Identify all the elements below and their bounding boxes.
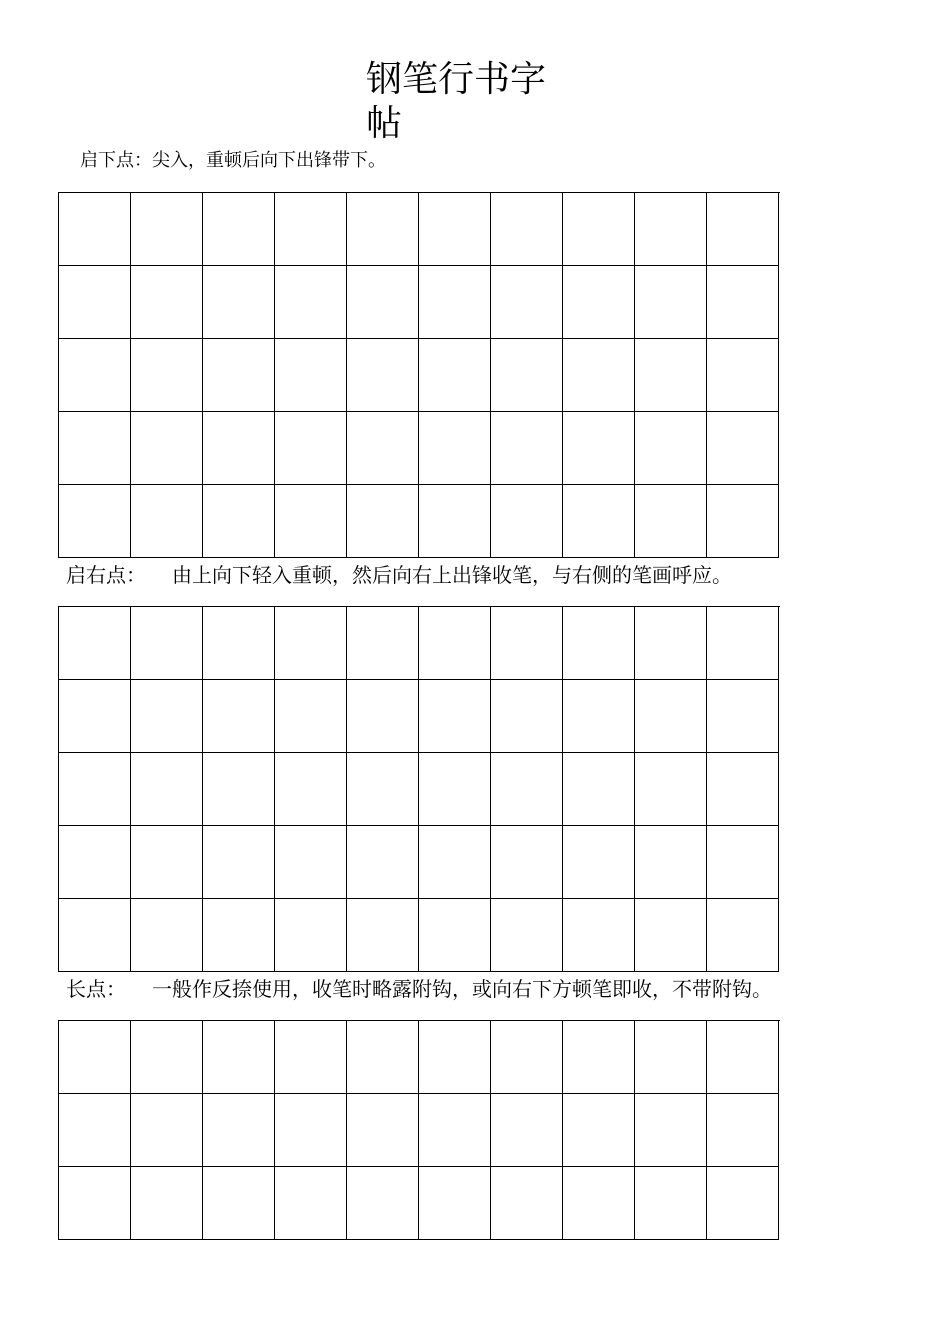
grid-cell	[203, 826, 275, 899]
grid-cell	[275, 339, 347, 412]
grid-cell	[635, 899, 707, 972]
grid-cell	[59, 339, 131, 412]
grid-cell	[491, 412, 563, 485]
grid-cell	[131, 1167, 203, 1240]
grid-cell	[275, 680, 347, 753]
grid-cell	[707, 1094, 779, 1167]
grid-cell	[59, 193, 131, 266]
grid-cell	[419, 1021, 491, 1094]
grid-cell	[203, 899, 275, 972]
grid-cell	[203, 680, 275, 753]
grid-cell	[707, 753, 779, 826]
grid-cell	[203, 1167, 275, 1240]
grid-cell	[347, 1167, 419, 1240]
grid-cell	[563, 607, 635, 680]
practice-grid-3	[58, 1020, 780, 1240]
grid-cell	[347, 412, 419, 485]
grid-cell	[347, 899, 419, 972]
grid-cell	[347, 485, 419, 558]
grid-cell	[707, 680, 779, 753]
grid-cell	[347, 339, 419, 412]
grid-cell	[491, 899, 563, 972]
grid-cell	[563, 826, 635, 899]
grid-cell	[275, 753, 347, 826]
grid-cell	[59, 485, 131, 558]
grid-cell	[491, 1021, 563, 1094]
grid-cell	[491, 485, 563, 558]
grid-cell	[563, 899, 635, 972]
grid-cell	[131, 193, 203, 266]
grid-cell	[419, 339, 491, 412]
grid-cell	[707, 607, 779, 680]
grid-cell	[347, 266, 419, 339]
grid-cell	[491, 339, 563, 412]
grid-cell	[203, 1094, 275, 1167]
grid-cell	[707, 339, 779, 412]
section-caption-1	[80, 149, 386, 173]
stroke-name: 启右点：	[66, 563, 146, 587]
stroke-description: 一般作反捺使用，收笔时略露附钩，或向右下方顿笔即收，不带附钩。	[152, 977, 772, 1001]
page-title: 钢笔行书字帖	[366, 59, 547, 144]
grid-cell	[347, 607, 419, 680]
grid-cell	[59, 266, 131, 339]
grid-cell	[635, 680, 707, 753]
grid-cell	[563, 193, 635, 266]
grid-cell	[635, 412, 707, 485]
grid-cell	[707, 193, 779, 266]
grid-cell	[491, 1167, 563, 1240]
grid-cell	[131, 826, 203, 899]
grid-cell	[419, 826, 491, 899]
stroke-name: 长点：	[66, 977, 126, 1001]
grid-cell	[707, 412, 779, 485]
grid-cell	[635, 1021, 707, 1094]
grid-cell	[419, 266, 491, 339]
grid-cell	[131, 485, 203, 558]
grid-cell	[275, 1021, 347, 1094]
stroke-description: 尖入，重顿后向下出锋带下。	[152, 150, 386, 171]
section-caption-2	[66, 562, 732, 588]
grid-cell	[419, 1167, 491, 1240]
grid-cell	[707, 1021, 779, 1094]
grid-cell	[275, 826, 347, 899]
grid-cell	[59, 826, 131, 899]
grid-cell	[491, 266, 563, 339]
grid-cell	[203, 339, 275, 412]
grid-cell	[419, 680, 491, 753]
grid-cell	[131, 266, 203, 339]
grid-cell	[635, 339, 707, 412]
grid-cell	[131, 1021, 203, 1094]
grid-cell	[203, 753, 275, 826]
grid-cell	[635, 826, 707, 899]
grid-cell	[275, 1094, 347, 1167]
grid-cell	[635, 1094, 707, 1167]
grid-cell	[635, 266, 707, 339]
grid-cell	[491, 680, 563, 753]
grid-cell	[275, 412, 347, 485]
grid-cell	[419, 1094, 491, 1167]
grid-cell	[131, 899, 203, 972]
grid-cell	[419, 899, 491, 972]
grid-cell	[59, 412, 131, 485]
grid-cell	[419, 485, 491, 558]
grid-cell	[635, 193, 707, 266]
grid-cell	[59, 1021, 131, 1094]
grid-cell	[59, 899, 131, 972]
grid-cell	[203, 1021, 275, 1094]
grid-cell	[563, 680, 635, 753]
grid-cell	[59, 753, 131, 826]
grid-cell	[707, 899, 779, 972]
grid-cell	[563, 753, 635, 826]
grid-cell	[491, 193, 563, 266]
grid-cell	[563, 1094, 635, 1167]
grid-cell	[635, 753, 707, 826]
grid-cell	[131, 680, 203, 753]
grid-cell	[419, 412, 491, 485]
practice-grid-1	[58, 192, 780, 558]
grid-cell	[59, 607, 131, 680]
grid-cell	[491, 1094, 563, 1167]
grid-cell	[203, 607, 275, 680]
grid-cell	[59, 1167, 131, 1240]
grid-cell	[563, 485, 635, 558]
grid-cell	[491, 607, 563, 680]
grid-cell	[131, 412, 203, 485]
grid-cell	[635, 607, 707, 680]
grid-cell	[203, 193, 275, 266]
grid-cell	[419, 753, 491, 826]
grid-cell	[419, 193, 491, 266]
grid-cell	[203, 485, 275, 558]
grid-cell	[347, 193, 419, 266]
grid-cell	[707, 266, 779, 339]
grid-cell	[275, 607, 347, 680]
grid-cell	[635, 485, 707, 558]
grid-cell	[491, 826, 563, 899]
grid-cell	[347, 680, 419, 753]
grid-cell	[131, 1094, 203, 1167]
stroke-name: 启下点：	[80, 150, 152, 171]
grid-cell	[347, 1021, 419, 1094]
grid-cell	[707, 826, 779, 899]
section-caption-3	[66, 976, 772, 1002]
grid-cell	[419, 607, 491, 680]
grid-cell	[563, 339, 635, 412]
grid-cell	[275, 266, 347, 339]
grid-cell	[347, 1094, 419, 1167]
grid-cell	[131, 607, 203, 680]
grid-cell	[491, 753, 563, 826]
grid-cell	[203, 266, 275, 339]
grid-cell	[275, 1167, 347, 1240]
grid-cell	[59, 1094, 131, 1167]
grid-cell	[131, 753, 203, 826]
grid-cell	[707, 485, 779, 558]
stroke-description: 由上向下轻入重顿，然后向右上出锋收笔，与右侧的笔画呼应。	[172, 563, 732, 587]
grid-cell	[707, 1167, 779, 1240]
grid-cell	[347, 826, 419, 899]
grid-cell	[563, 1021, 635, 1094]
grid-cell	[275, 899, 347, 972]
grid-cell	[563, 1167, 635, 1240]
grid-cell	[59, 680, 131, 753]
grid-cell	[275, 485, 347, 558]
grid-cell	[275, 193, 347, 266]
grid-cell	[203, 412, 275, 485]
grid-cell	[563, 412, 635, 485]
grid-cell	[131, 339, 203, 412]
grid-cell	[347, 753, 419, 826]
grid-cell	[635, 1167, 707, 1240]
grid-cell	[563, 266, 635, 339]
practice-grid-2	[58, 606, 780, 972]
